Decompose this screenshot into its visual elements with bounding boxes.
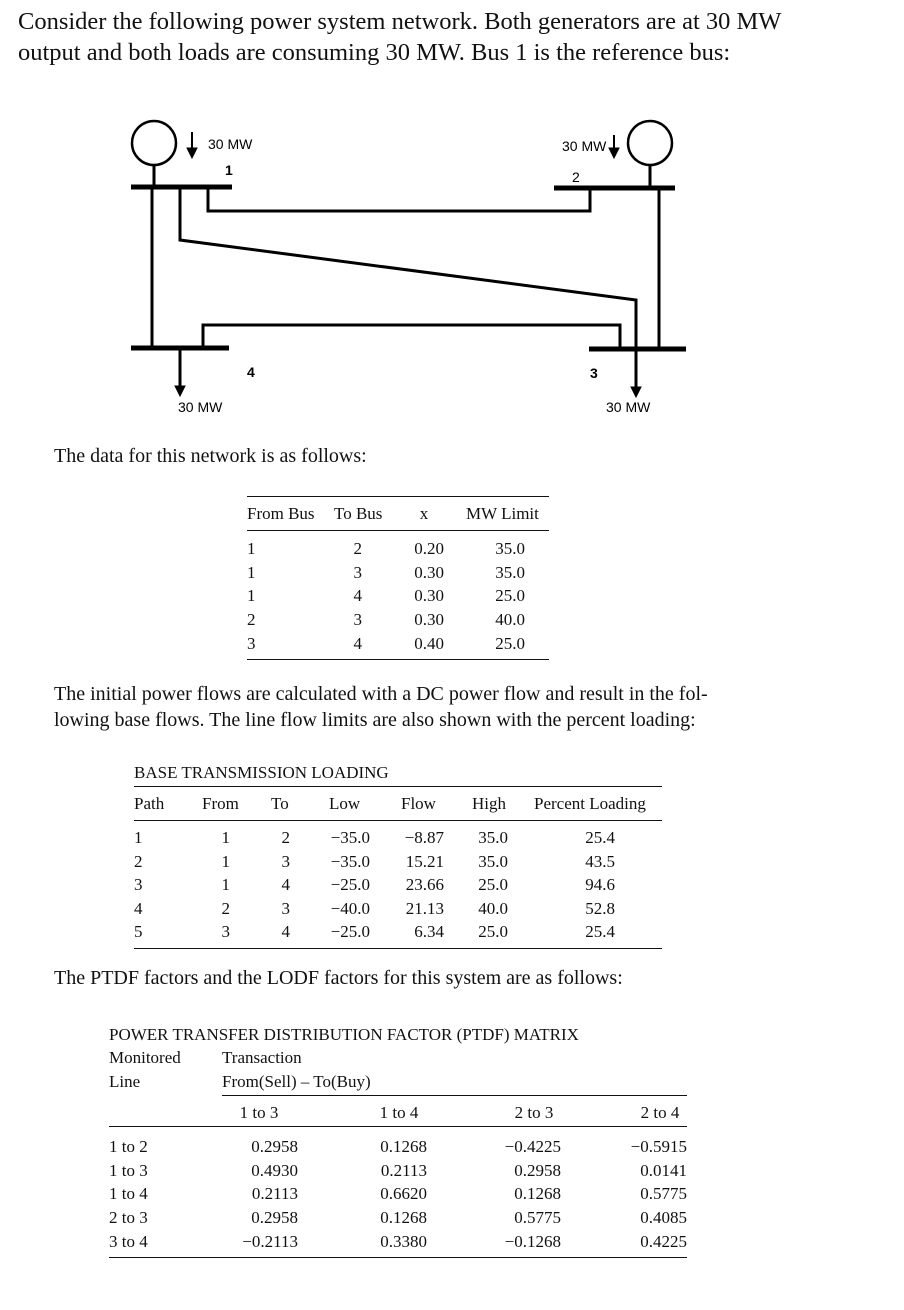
base-loading-from: 1 (221, 828, 230, 847)
ptdf-title: POWER TRANSFER DISTRIBUTION FACTOR (PTDF) MATRIX (109, 1025, 579, 1044)
data-intro: The data for this network is as follows: (54, 445, 367, 467)
base-loading-high: 35.0 (478, 828, 508, 847)
ptdf-value: −0.1268 (504, 1231, 561, 1251)
base-loading-to: 2 (281, 828, 290, 847)
base-loading-to: 3 (281, 851, 290, 871)
base-loading-flow: 15.21 (405, 851, 444, 871)
line-data-reactance: 0.30 (414, 586, 444, 606)
ptdf-value: 0.4930 (251, 1160, 298, 1180)
line-data-reactance: 0.30 (414, 562, 444, 582)
ptdf-monitored-label: Monitored (109, 1048, 181, 1067)
base-loading-low: −25.0 (330, 875, 370, 895)
ptdf-value: −0.5915 (630, 1137, 687, 1156)
base-loading-flow: 21.13 (405, 898, 444, 918)
flow-intro (54, 681, 708, 733)
line-data-from-bus: 1 (247, 539, 256, 558)
base-loading-high: 35.0 (478, 851, 508, 871)
bus-2-label: 2 (572, 169, 580, 185)
ptdf-monitored-line: 2 to 3 (109, 1208, 148, 1228)
base-loading-from: 1 (221, 851, 230, 871)
line-data-reactance: 0.30 (414, 610, 444, 630)
base-loading-flow: 23.66 (405, 875, 444, 895)
base-loading-from: 1 (221, 875, 230, 895)
load-3-label: 30 MW (606, 399, 651, 415)
ptdf-value: 0.1268 (380, 1137, 427, 1156)
ptdf-intro: The PTDF factors and the LODF factors for this system are as follows: (54, 967, 623, 989)
ptdf-value: −0.4225 (504, 1137, 561, 1156)
ptdf-value: 0.2113 (251, 1184, 298, 1204)
ptdf-transaction-label: Transaction (222, 1048, 302, 1067)
base-loading-from: 3 (221, 922, 230, 942)
ptdf-value: 0.6620 (380, 1184, 427, 1204)
ptdf-value: 0.3380 (380, 1231, 427, 1251)
base-loading-title: BASE TRANSMISSION LOADING (134, 763, 389, 782)
ptdf-from-to-label: From(Sell) – To(Buy) (222, 1072, 371, 1091)
load-4-label: 30 MW (178, 399, 223, 415)
header-to: To (271, 794, 289, 813)
ptdf-value: 0.2958 (251, 1137, 298, 1156)
base-loading-high: 25.0 (478, 875, 508, 895)
line-data-to-bus: 2 (353, 539, 362, 558)
base-loading-to: 4 (281, 875, 290, 895)
line-data-from-bus: 3 (247, 633, 256, 653)
bus-4-label: 4 (247, 364, 255, 380)
base-loading-low: −35.0 (330, 851, 370, 871)
ptdf-col-2-4: 2 to 4 (640, 1103, 680, 1122)
line-data-to-bus: 4 (353, 633, 362, 653)
base-loading-path: 4 (134, 898, 143, 918)
ptdf-col-1-4: 1 to 4 (379, 1103, 419, 1122)
line-data-to-bus: 3 (353, 610, 362, 630)
base-loading-to: 4 (281, 922, 290, 942)
ptdf-value: 0.1268 (514, 1184, 561, 1204)
base-loading-path: 1 (134, 828, 143, 847)
ptdf-value: 0.4225 (640, 1231, 687, 1251)
ptdf-value: 0.0141 (640, 1160, 687, 1180)
line-data-to-bus: 4 (353, 586, 362, 606)
gen-1-arrow-icon (187, 148, 197, 158)
line-data-mw-limit: 25.0 (495, 633, 525, 653)
header-mw-limit: MW Limit (466, 504, 539, 523)
network-diagram (0, 110, 904, 430)
ptdf-col-2-3: 2 to 3 (514, 1103, 554, 1122)
bus-3-label: 3 (590, 365, 598, 381)
intro-line-2: output and both loads are consuming 30 MW. Bus 1 is the reference bus: (18, 39, 731, 66)
header-flow: Flow (401, 794, 436, 813)
ptdf-col-1-3: 1 to 3 (239, 1103, 279, 1122)
base-loading-percent-loading: 94.6 (585, 875, 615, 895)
line-data-from-bus: 1 (247, 586, 256, 606)
header-percent-loading: Percent Loading (534, 794, 646, 813)
intro-line-1: Consider the following power system network. Both generators are at 30 MW (18, 8, 782, 35)
gen-2-label: 30 MW (562, 138, 607, 154)
line-3-4 (203, 325, 620, 349)
base-loading-percent-loading: 43.5 (585, 851, 615, 871)
line-1-2 (208, 187, 590, 211)
ptdf-line-label: Line (109, 1072, 141, 1091)
gen-1-label: 30 MW (208, 136, 253, 152)
gen-2-arrow-icon (609, 148, 619, 158)
base-loading-flow: 6.34 (414, 922, 444, 942)
base-loading-low: −35.0 (330, 828, 370, 847)
flow-intro-line-2: lowing base flows. The line flow limits are also shown with the percent loading: (54, 709, 696, 731)
ptdf-monitored-line: 3 to 4 (109, 1231, 148, 1251)
base-loading-flow: −8.87 (404, 828, 444, 847)
line-data-from-bus: 1 (247, 562, 256, 582)
base-loading-to: 3 (281, 898, 290, 918)
generator-1-icon (132, 121, 176, 165)
base-loading-high: 40.0 (478, 898, 508, 918)
ptdf-value: 0.2958 (251, 1208, 298, 1228)
base-loading-low: −25.0 (330, 922, 370, 942)
generator-2-icon (628, 121, 672, 165)
line-data-to-bus: 3 (353, 562, 362, 582)
line-data-reactance: 0.20 (414, 539, 444, 558)
base-loading-path: 2 (134, 851, 143, 871)
base-loading-from: 2 (221, 898, 230, 918)
ptdf-value: 0.1268 (380, 1208, 427, 1228)
base-loading-percent-loading: 52.8 (585, 898, 615, 918)
load-3-arrow-icon (631, 387, 641, 397)
header-path: Path (134, 794, 165, 813)
load-4-arrow-icon (175, 386, 185, 396)
ptdf-monitored-line: 1 to 2 (109, 1137, 148, 1156)
ptdf-monitored-line: 1 to 3 (109, 1160, 148, 1180)
base-loading-low: −40.0 (330, 898, 370, 918)
ptdf-value: 0.4085 (640, 1208, 687, 1228)
line-data-mw-limit: 25.0 (495, 586, 525, 606)
line-data-mw-limit: 40.0 (495, 610, 525, 630)
base-loading-path: 5 (134, 922, 143, 942)
line-data-from-bus: 2 (247, 610, 256, 630)
intro-paragraph (18, 6, 781, 68)
base-loading-path: 3 (134, 875, 143, 895)
ptdf-value: 0.2958 (514, 1160, 561, 1180)
bus-1-label: 1 (225, 162, 233, 178)
base-loading-high: 25.0 (478, 922, 508, 942)
flow-intro-line-1: The initial power flows are calculated with a DC power flow and result in the fol- (54, 683, 708, 705)
header-from-bus: From Bus (247, 504, 315, 523)
base-loading-percent-loading: 25.4 (585, 922, 615, 942)
base-loading-percent-loading: 25.4 (585, 828, 615, 847)
ptdf-monitored-line: 1 to 4 (109, 1184, 148, 1204)
line-data-mw-limit: 35.0 (495, 562, 525, 582)
header-x: x (419, 504, 429, 523)
header-from: From (202, 794, 239, 813)
header-low: Low (329, 794, 361, 813)
ptdf-value: −0.2113 (242, 1231, 298, 1251)
ptdf-value: 0.5775 (514, 1208, 561, 1228)
line-data-mw-limit: 35.0 (495, 539, 525, 558)
ptdf-value: 0.5775 (640, 1184, 687, 1204)
header-high: High (472, 794, 506, 813)
header-to-bus: To Bus (334, 504, 383, 523)
line-data-reactance: 0.40 (414, 633, 444, 653)
ptdf-value: 0.2113 (380, 1160, 427, 1180)
